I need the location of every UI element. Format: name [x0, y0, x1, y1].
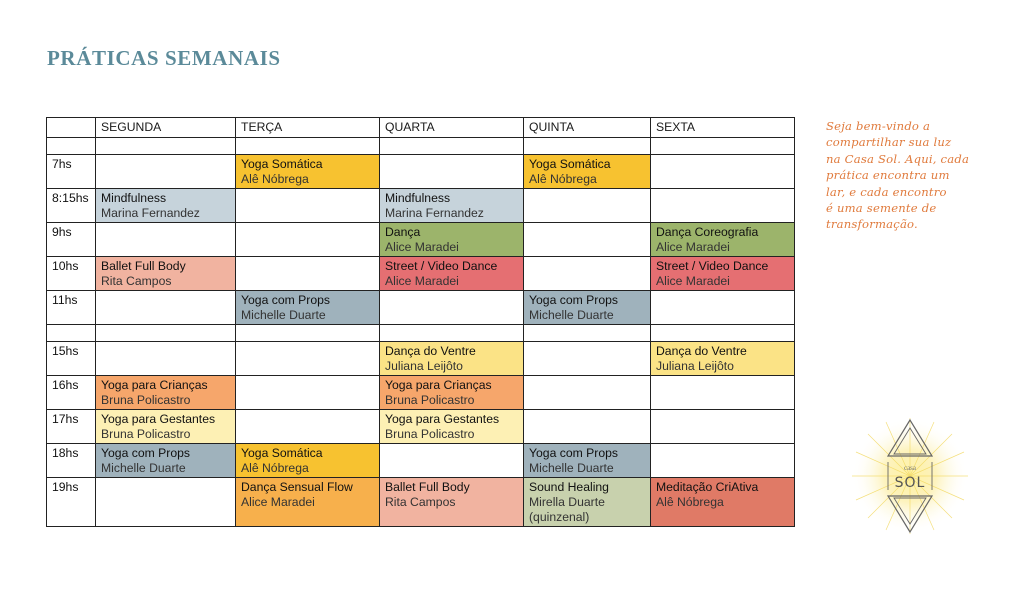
time-slot-row: [47, 189, 795, 223]
class-teacher: Mirella Duarte: [529, 495, 605, 509]
class-cell: [524, 444, 651, 478]
time-label: 15hs: [47, 342, 96, 376]
class-teacher: Michelle Duarte: [529, 308, 614, 322]
class-name: Yoga para Gestantes: [385, 412, 500, 426]
class-cell: [524, 155, 651, 189]
time-slot-row: [47, 444, 795, 478]
class-teacher: Marina Fernandez: [101, 206, 200, 220]
empty-cell: [236, 223, 380, 257]
welcome-line: na Casa Sol. Aqui, cada: [826, 151, 970, 166]
time-slot-row: [47, 376, 795, 410]
class-teacher: Marina Fernandez: [385, 206, 484, 220]
class-name: Dança: [385, 225, 421, 239]
class-cell: [236, 478, 380, 527]
class-teacher: Alê Nóbrega: [656, 495, 724, 509]
empty-cell: [96, 223, 236, 257]
class-teacher: Alê Nóbrega: [529, 172, 597, 186]
class-name: Mindfulness: [385, 191, 451, 205]
class-cell: [236, 291, 380, 325]
class-cell: [96, 189, 236, 223]
empty-cell: [96, 291, 236, 325]
class-name: Yoga para Crianças: [101, 378, 208, 392]
class-name: Yoga para Crianças: [385, 378, 492, 392]
class-name: Yoga para Gestantes: [101, 412, 216, 426]
class-teacher: Alice Maradei: [656, 240, 730, 254]
class-name: Mindfulness: [101, 191, 167, 205]
class-name: Ballet Full Body: [101, 259, 186, 273]
time-slot-row: [47, 410, 795, 444]
class-name: Dança Coreografia: [656, 225, 759, 239]
class-cell: [380, 376, 524, 410]
time-slot-row: [47, 478, 795, 527]
class-cell: [524, 291, 651, 325]
class-name: Yoga com Props: [101, 446, 190, 460]
empty-cell: [236, 189, 380, 223]
class-teacher: Bruna Policastro: [385, 393, 475, 407]
welcome-line: prática encontra um: [826, 168, 950, 183]
welcome-line: compartilhar sua luz: [826, 135, 952, 150]
day-header: QUINTA: [524, 118, 651, 138]
empty-cell: [651, 189, 795, 223]
class-cell: [380, 257, 524, 291]
empty-cell: [380, 325, 524, 342]
empty-cell: [524, 410, 651, 444]
class-cell: [380, 342, 524, 376]
class-cell: [96, 257, 236, 291]
class-name: Ballet Full Body: [385, 480, 470, 494]
class-teacher: Rita Campos: [385, 495, 456, 509]
class-cell: [380, 478, 524, 527]
time-label: 7hs: [47, 155, 96, 189]
empty-cell: [651, 376, 795, 410]
empty-cell: [524, 138, 651, 155]
class-cell: [380, 223, 524, 257]
class-teacher: Michelle Duarte: [241, 308, 326, 322]
time-label: 10hs: [47, 257, 96, 291]
time-label: 17hs: [47, 410, 96, 444]
class-teacher: Rita Campos: [101, 274, 172, 288]
welcome-line: é uma semente de: [826, 201, 937, 216]
time-label: 11hs: [47, 291, 96, 325]
schedule-body: [47, 138, 795, 527]
welcome-line: transformação.: [826, 217, 918, 232]
empty-cell: [236, 410, 380, 444]
empty-cell: [47, 138, 96, 155]
logo-main-text: SOL: [894, 475, 926, 491]
class-teacher: Alê Nóbrega: [241, 172, 309, 186]
time-label: 8:15hs: [47, 189, 96, 223]
time-label: 16hs: [47, 376, 96, 410]
class-teacher: Alice Maradei: [385, 240, 459, 254]
class-teacher: Michelle Duarte: [101, 461, 186, 475]
empty-cell: [236, 138, 380, 155]
class-cell: [380, 410, 524, 444]
empty-cell: [96, 155, 236, 189]
empty-cell: [96, 478, 236, 527]
empty-cell: [380, 444, 524, 478]
class-name: Yoga Somática: [241, 446, 323, 460]
day-header: QUARTA: [380, 118, 524, 138]
empty-cell: [96, 138, 236, 155]
class-note: (quinzenal): [529, 510, 590, 524]
empty-cell: [524, 342, 651, 376]
empty-cell: [651, 444, 795, 478]
class-teacher: Alê Nóbrega: [241, 461, 309, 475]
class-cell: [651, 257, 795, 291]
class-teacher: Juliana Leijôto: [656, 359, 734, 373]
spacer-row: [47, 325, 795, 342]
empty-cell: [380, 155, 524, 189]
class-cell: [236, 444, 380, 478]
empty-cell: [236, 376, 380, 410]
empty-cell: [236, 325, 380, 342]
time-slot-row: [47, 291, 795, 325]
class-cell: [96, 410, 236, 444]
empty-cell: [524, 223, 651, 257]
empty-cell: [524, 257, 651, 291]
empty-cell: [380, 138, 524, 155]
header-row: [47, 118, 795, 138]
time-slot-row: [47, 223, 795, 257]
class-cell: [651, 223, 795, 257]
welcome-line: Seja bem-vindo a: [826, 119, 931, 133]
class-cell: [236, 155, 380, 189]
empty-cell: [524, 325, 651, 342]
welcome-message: [826, 118, 996, 233]
class-name: Sound Healing: [529, 480, 609, 494]
empty-cell: [380, 291, 524, 325]
class-name: Dança do Ventre: [656, 344, 747, 358]
class-name: Yoga com Props: [241, 293, 330, 307]
class-cell: [651, 342, 795, 376]
empty-cell: [236, 257, 380, 291]
empty-cell: [651, 138, 795, 155]
sun-triangle-logo: [846, 412, 974, 540]
empty-cell: [96, 325, 236, 342]
time-slot-row: [47, 155, 795, 189]
class-name: Dança Sensual Flow: [241, 480, 353, 494]
class-teacher: Bruna Policastro: [101, 393, 191, 407]
class-cell: [96, 376, 236, 410]
empty-cell: [47, 325, 96, 342]
class-name: Street / Video Dance: [385, 259, 498, 273]
class-name: Yoga Somática: [241, 157, 323, 171]
class-name: Yoga com Props: [529, 446, 618, 460]
empty-cell: [651, 155, 795, 189]
empty-cell: [651, 325, 795, 342]
class-cell: [524, 478, 651, 527]
class-name: Dança do Ventre: [385, 344, 476, 358]
header-corner-cell: [47, 118, 96, 138]
class-teacher: Alice Maradei: [385, 274, 459, 288]
empty-cell: [524, 189, 651, 223]
spacer-row: [47, 138, 795, 155]
class-name: Yoga com Props: [529, 293, 618, 307]
class-cell: [96, 444, 236, 478]
class-name: Meditação CriAtiva: [656, 480, 759, 494]
class-cell: [380, 189, 524, 223]
class-teacher: Bruna Policastro: [385, 427, 475, 441]
page-title: PRÁTICAS SEMANAIS: [47, 46, 281, 70]
class-name: Yoga Somática: [529, 157, 611, 171]
class-cell: [651, 478, 795, 527]
time-slot-row: [47, 257, 795, 291]
class-teacher: Michelle Duarte: [529, 461, 614, 475]
class-teacher: Bruna Policastro: [101, 427, 191, 441]
empty-cell: [524, 376, 651, 410]
time-label: 9hs: [47, 223, 96, 257]
day-header: SEXTA: [651, 118, 795, 138]
class-teacher: Alice Maradei: [241, 495, 315, 509]
empty-cell: [236, 342, 380, 376]
time-label: 19hs: [47, 478, 96, 527]
day-header: SEGUNDA: [96, 118, 236, 138]
empty-cell: [651, 410, 795, 444]
class-name: Street / Video Dance: [656, 259, 769, 273]
empty-cell: [96, 342, 236, 376]
class-teacher: Juliana Leijôto: [385, 359, 463, 373]
welcome-line: lar, e cada encontro: [826, 184, 947, 199]
class-teacher: Alice Maradei: [656, 274, 730, 288]
logo-small-text: casa: [903, 464, 917, 472]
day-header: TERÇA: [236, 118, 380, 138]
time-slot-row: [47, 342, 795, 376]
time-label: 18hs: [47, 444, 96, 478]
empty-cell: [651, 291, 795, 325]
weekly-schedule-table: [46, 117, 795, 527]
